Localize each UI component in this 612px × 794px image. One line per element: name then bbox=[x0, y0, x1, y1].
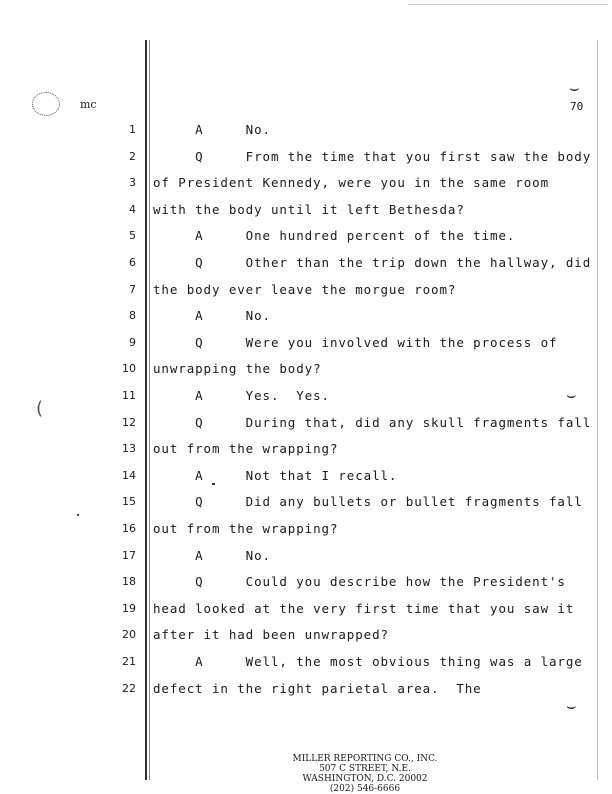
stamp-mark bbox=[32, 92, 60, 116]
check-mark-icon: ⌣ bbox=[566, 385, 577, 404]
transcript-line: out from the wrapping? bbox=[153, 521, 339, 536]
line-number: 2 bbox=[129, 150, 136, 163]
transcript-line: head looked at the very first time that you saw it bbox=[153, 601, 575, 616]
footer-street: 507 C STREET, N.E. bbox=[319, 764, 411, 774]
line-number: 10 bbox=[122, 362, 136, 375]
line-number: 17 bbox=[122, 549, 136, 562]
margin-rule-inner bbox=[149, 40, 150, 780]
transcript-line: Q During that, did any skull fragments fall bbox=[153, 415, 592, 430]
line-number: 4 bbox=[129, 203, 136, 216]
line-number: 15 bbox=[122, 495, 136, 508]
transcript-line: Q Could you describe how the President's bbox=[153, 574, 566, 589]
transcript-line: A Not that I recall. bbox=[153, 468, 398, 483]
transcript-line: A One hundred percent of the time. bbox=[153, 228, 516, 243]
reporter-initials: mc bbox=[80, 98, 97, 111]
footer-company: MILLER REPORTING CO., INC. bbox=[292, 754, 438, 764]
footer-phone: (202) 546-6666 bbox=[329, 784, 401, 794]
margin-rule-right bbox=[597, 40, 598, 780]
line-number: 3 bbox=[129, 176, 136, 189]
page-number: 70 bbox=[570, 100, 584, 113]
binder-hole-mark: ( bbox=[36, 398, 44, 419]
line-number: 20 bbox=[122, 628, 136, 641]
line-number: 21 bbox=[122, 655, 136, 668]
check-mark-icon: ⌣ bbox=[566, 696, 577, 715]
line-number: 13 bbox=[122, 442, 136, 455]
transcript-line: the body ever leave the morgue room? bbox=[153, 282, 457, 297]
line-number: 19 bbox=[122, 602, 136, 615]
transcript-line: out from the wrapping? bbox=[153, 441, 339, 456]
transcript-line: defect in the right parietal area. The bbox=[153, 681, 482, 696]
transcript-line: A No. bbox=[153, 308, 271, 323]
line-number: 22 bbox=[122, 682, 136, 695]
speck bbox=[212, 483, 215, 485]
line-number: 6 bbox=[129, 256, 136, 269]
line-number: 16 bbox=[122, 522, 136, 535]
transcript-line: after it had been unwrapped? bbox=[153, 627, 389, 642]
transcript-line: Q Did any bullets or bullet fragments fall bbox=[153, 494, 583, 509]
transcript-line: A Well, the most obvious thing was a large bbox=[153, 654, 583, 669]
line-number: 5 bbox=[129, 229, 136, 242]
transcript-line: unwrapping the body? bbox=[153, 361, 322, 376]
transcript-line: Q Were you involved with the process of bbox=[153, 335, 558, 350]
line-number: 12 bbox=[122, 416, 136, 429]
margin-rule-left bbox=[145, 40, 147, 780]
transcript-line: with the body until it left Bethesda? bbox=[153, 202, 465, 217]
line-number: 9 bbox=[129, 336, 136, 349]
transcript-line: A No. bbox=[153, 548, 271, 563]
transcript-line: A Yes. Yes. bbox=[153, 388, 330, 403]
line-number: 1 bbox=[129, 123, 136, 136]
transcript-line: of President Kennedy, were you in the same room bbox=[153, 175, 550, 190]
transcript-line: Q Other than the trip down the hallway, did bbox=[153, 255, 592, 270]
line-number: 11 bbox=[122, 389, 136, 402]
line-number: 8 bbox=[129, 309, 136, 322]
check-mark-icon: ⌣ bbox=[569, 78, 580, 97]
line-number: 7 bbox=[129, 283, 136, 296]
transcript-line: Q From the time that you first saw the body bbox=[153, 149, 592, 164]
line-number: 18 bbox=[122, 575, 136, 588]
speck bbox=[77, 514, 79, 516]
top-rule bbox=[408, 4, 608, 5]
transcript-line: A No. bbox=[153, 122, 271, 137]
line-number: 14 bbox=[122, 469, 136, 482]
footer-city: WASHINGTON, D.C. 20002 bbox=[302, 774, 428, 784]
